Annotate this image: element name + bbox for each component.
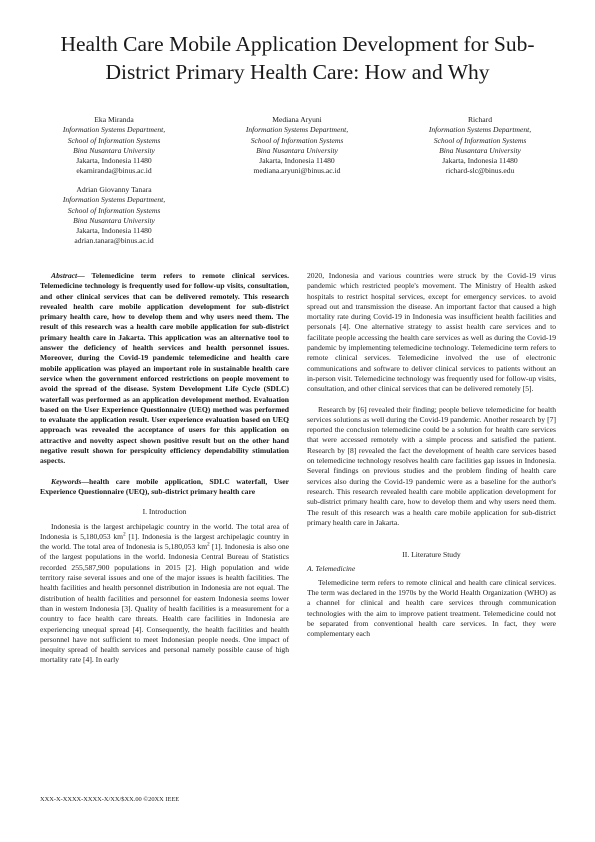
author-email: mediana.aryuni@binus.ac.id bbox=[253, 166, 341, 176]
superscript: 2 bbox=[123, 532, 126, 538]
author-univ: Bina Nusantara University bbox=[256, 145, 338, 155]
intro-text-2: [1]. Indonesia is the largest archipelagic country in the world. The total area of Indonesia is 5,180,053 km bbox=[40, 531, 289, 552]
author-dept: Information Systems Department, bbox=[62, 125, 166, 135]
abstract bbox=[40, 271, 289, 467]
author-univ: Bina Nusantara University bbox=[439, 145, 521, 155]
author-dept: Information Systems Department, bbox=[428, 125, 532, 135]
intro-text-1: Indonesia is the largest archipelagic country in the world. The total area of Indonesia is 5,180,053 km bbox=[40, 521, 289, 541]
author-block-4 bbox=[29, 185, 199, 247]
author-email: ekamiranda@binus.ac.id bbox=[76, 166, 152, 176]
right-paragraph-2: Research by [6] revealed their finding; people believe telemedicine for health services solutions as well during the Covid-19 pandemic. Another research by [7] reported the conclusion telemedicine could be a solution for health care services that were accessed remotely with a simple process and satisfied the patient. Research by [8] revealed the fact the development of health care services based on telemedicine technology resolves health care facilities gap issues in Indonesia. Several findings on previous studies and the problem finding of health care services also during the Covid-19 pandemic were as a baseline for the author's research. This research revealed health care mobile application development for sub-district primary health care, how to develop them and why users need them. The result of this research was a health care mobile application for sub-district primary health care in Jakarta. bbox=[307, 404, 556, 527]
keywords-text: health care mobile application, SDLC waterfall, User Experience Questionnaire (UEQ), sub-district primary health care bbox=[40, 476, 289, 496]
section-heading-literature: II. Literature Study bbox=[402, 550, 461, 560]
author-city: Jakarta, Indonesia 11480 bbox=[442, 156, 518, 166]
author-dept: Information Systems Department, bbox=[245, 125, 349, 135]
author-name: Adrian Giovanny Tanara bbox=[76, 185, 152, 194]
author-dept: Information Systems Department, bbox=[62, 195, 166, 205]
author-school: School of Information Systems bbox=[67, 135, 161, 145]
author-name: Mediana Aryuni bbox=[272, 115, 322, 124]
left-column bbox=[40, 271, 289, 666]
intro-paragraph bbox=[40, 522, 289, 666]
subsection-heading-telemedicine: A. Telemedicine bbox=[307, 564, 356, 574]
keywords-dash: — bbox=[81, 476, 89, 486]
author-city: Jakarta, Indonesia 11480 bbox=[76, 226, 152, 236]
abstract-dash: — bbox=[77, 271, 92, 280]
abstract-text: Telemedicine term refers to remote clinical services. Telemedicine technology is frequently used for follow-up visits, consultation, and other clinical services that can be delivered remotely. This research revealed health care mobile application development for sub-district primary health care, how to develop them and why users need them. The result of this research was a health care mobile application for sub-district primary health care in Jakarta. This application was an alternative tool to answer the deficiency of health services and health personnel issues. Moreover, during the Covid-19 pandemic telemedicine and health care mobile application was played an important role in sustainable health care service when the government enforced restrictions on people movement to avoid the spread of the disease. System Development Life Cycle (SDLC) waterfall was performed as an application development method. Evaluation based on the User Experience Questionnaire (UEQ) method was performed to evaluate the application result. User experience evaluation based on UEQ approach was revealed the acceptance of users for this application on attractive and novelty aspect shown positive result but on the other hand negative result shown for perspicuity efficiency dependability stimulation aspects. bbox=[40, 271, 289, 466]
author-name: Richard bbox=[467, 115, 493, 124]
keywords bbox=[40, 477, 289, 498]
author-school: School of Information Systems bbox=[250, 135, 344, 145]
author-name: Eka Miranda bbox=[94, 115, 134, 124]
right-column bbox=[307, 271, 556, 640]
author-city: Jakarta, Indonesia 11480 bbox=[259, 156, 335, 166]
paper-title: Health Care Mobile Application Development for Sub-District Primary Health Care: How and Why bbox=[60, 32, 535, 84]
author-block-3 bbox=[395, 115, 565, 177]
right-paragraph-3: Telemedicine term refers to remote clinical and health care clinical services. The term was declared in the 1970s by the World Health Organization (WHO) as a channel for clinical and health care services through communication technologies with the aim to improve patient treatment. Telemedicine could not be separated from conventional health care services. In fact, they were complementary each bbox=[307, 577, 556, 639]
author-school: School of Information Systems bbox=[433, 135, 527, 145]
author-univ: Bina Nusantara University bbox=[73, 215, 155, 225]
intro-text-3: [1]. Indonesia is also one of the largest populations in the world. Indonesia Central Bureau of Statistics recorded 255,587,900 populations in 2015 [2]. High population and wide territory raise several issues and one of the major issues is health facilities. The health facilities and health personnel distribution in Indonesia are not equal. The distribution of health facilities and personnel for eastern Indonesia seems lower than in western Indonesia [3]. Quality of health facilities is a measurement for a country to face health care threats. Health care facilities in Indonesia are experiencing unequal spread [4]. Consequently, the health facilities and health personnel have not sufficient to meet Indonesian people needs. One impact of inequity spread of health services and personal namely possible cause of high mortality rate [4]. In early bbox=[40, 542, 290, 665]
keywords-label: Keywords bbox=[51, 476, 82, 486]
author-block-1 bbox=[29, 115, 199, 177]
author-block-2 bbox=[212, 115, 382, 177]
author-school: School of Information Systems bbox=[67, 205, 161, 215]
author-email: richard-slc@binus.edu bbox=[445, 166, 515, 176]
section-heading-introduction: I. Introduction bbox=[142, 507, 187, 517]
superscript: 2 bbox=[207, 542, 210, 548]
author-univ: Bina Nusantara University bbox=[73, 145, 155, 155]
author-email: adrian.tanara@binus.ac.id bbox=[74, 236, 154, 246]
abstract-label: Abstract bbox=[51, 271, 78, 280]
author-city: Jakarta, Indonesia 11480 bbox=[76, 156, 152, 166]
copyright-footer: XXX-X-XXXX-XXXX-X/XX/$XX.00 ©20XX IEEE bbox=[40, 796, 180, 803]
right-paragraph-1: 2020, Indonesia and various countries were struck by the Covid-19 virus pandemic which restricted people's movement. The Ministry of Health asked hospitals to restrict hospital services, except for emergency services. to avoid spread out and transmission the disease. An important factor that caused a high mortality rate during Covid-19 in Indonesia was insufficient health facilities and personals [4]. One alternative strategy to assist health care services and to facilitate people accessing the health care services as well as during the Covid-19 pandemic by implementing telemedicine technology. Telemedicine term refers to remote clinical services. Telemedicine involved the use of electronic communications and software to deliver clinical services to patients without an in-person visit. Telemedicine technology was frequently used for follow-up visits, consultation, and other clinical services that can be delivered remotely [5]. bbox=[307, 271, 556, 394]
